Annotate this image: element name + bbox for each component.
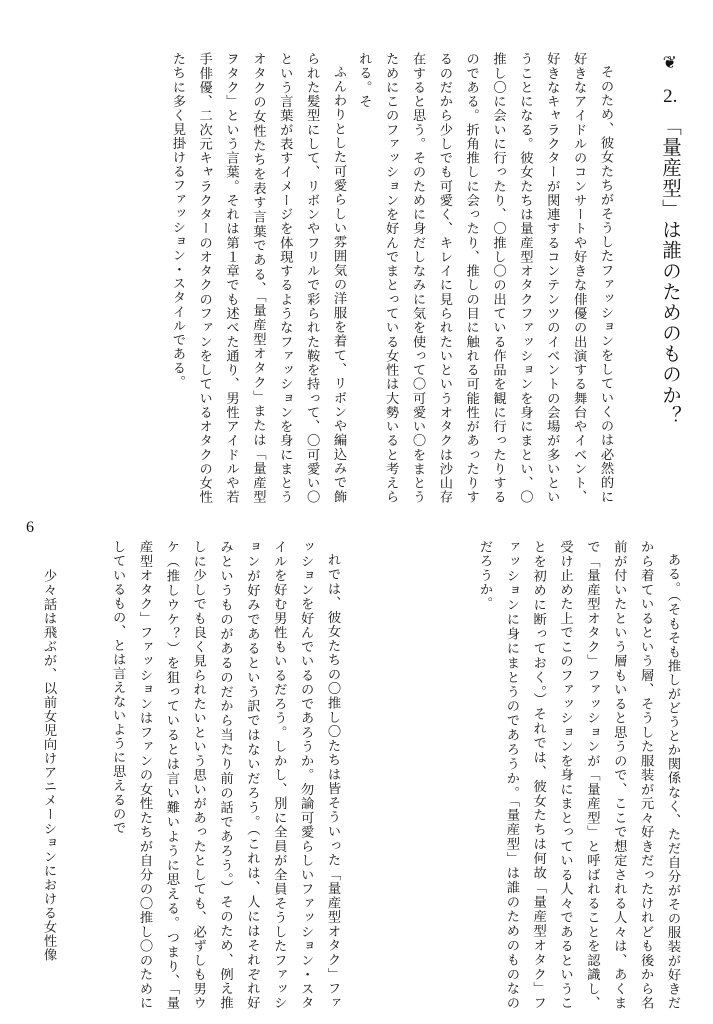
- body-paragraph-lower-left: ある。（そもそも推しがどうとか関係なく、ただ自分がその服装が好きだから着ているという層、そうした服装が元々好きだったけれども後から名前が付いたという層もいると思うので、ここで想定される人々は、あくまで「量産型オタク」ファッションが「量産型」と呼ばれることを認識し、受け止めた上でこのファッションを身にまとっている人々であるということを初めに断っておく。）それでは、彼女たちは何故「量産型オタク」ファッションに身にまとうのであろうか。「量産型」は誰のためのものなのだろうか。: [476, 540, 680, 1010]
- page-number: 6: [26, 519, 34, 536]
- chapter-heading: [655, 52, 685, 482]
- body-paragraph-lower-right: れでは、彼女たちの〇推し〇たちは皆そういった「量産型オタク」ファッションを好んでいるのであろうか。勿論可愛らしいファッション・スタイルを好む男性もいるだろう。しかし、別に全員が全員そうしたファッションが好みであるという訳ではないだろう。（これは、人にはそれぞれ好みというものがあるのだから当たり前の話であろう。）そのため、例え推しに少しでも良く見られたいという思いがあったとしても、必ずしも男ウケ（推しウケ？）を狙っているとは言い難いように思える。つまり、「量産型オタク」ファッションはファンの女性たちが自分の〇推し〇のためにしているもの、とは言えないように思えるので: [110, 540, 340, 1010]
- chapter-number: 2.: [663, 86, 678, 107]
- body-paragraph-tail: 少々話は飛ぶが、以前女児向けアニメーションにおける女性像: [41, 569, 56, 963]
- ornament-icon: ❦: [660, 53, 680, 73]
- page-title: 「量産型」は誰のためのものか？: [659, 116, 682, 427]
- body-paragraph-upper-left: そのため、彼女たちがそうしたファッションをしていくのは必然的に好きなアイドルのコンサートや好きな俳優の出演する舞台やイベント、好きなキャラクターが関連するコンテンツのイベントの会場が多いということになる。彼女たちは量産型オタクファッションを身にまとい、〇推し〇に会いに行ったり、〇推し〇の出ている作品を観に行ったりするのである。折角推しに会ったり、推しの目に触れる可能性があったりするのだから少しでも可愛く、キレイに見られたいというオタクは沙山存在すると思う。そのために身だしなみに気を使って〇可愛い〇をまとうためにこのファッションを好んでまとっている女性は大勢いると考えられる。そ: [356, 52, 613, 504]
- heading-column: [655, 52, 685, 426]
- body-paragraph-upper-right: ふんわりとした可愛らしい雰囲気の洋服を着て、リボンや編込みで飾られた髪型にして、リボンやフリルで彩られた鞍を持って、〇可愛い〇という言葉が表すイメージを体現するようなファッションを身にまとうオタクの女性たちを表す言葉である、「量産型オタク」または「量産型ヲタク」という言葉。それは第１章でも述べた通り、男性アイドルや若手俳優、二次元キャラクターのオタクのファンをしているオタクの女性たちに多く見掛けるファッション・スタイルである。: [169, 52, 346, 504]
